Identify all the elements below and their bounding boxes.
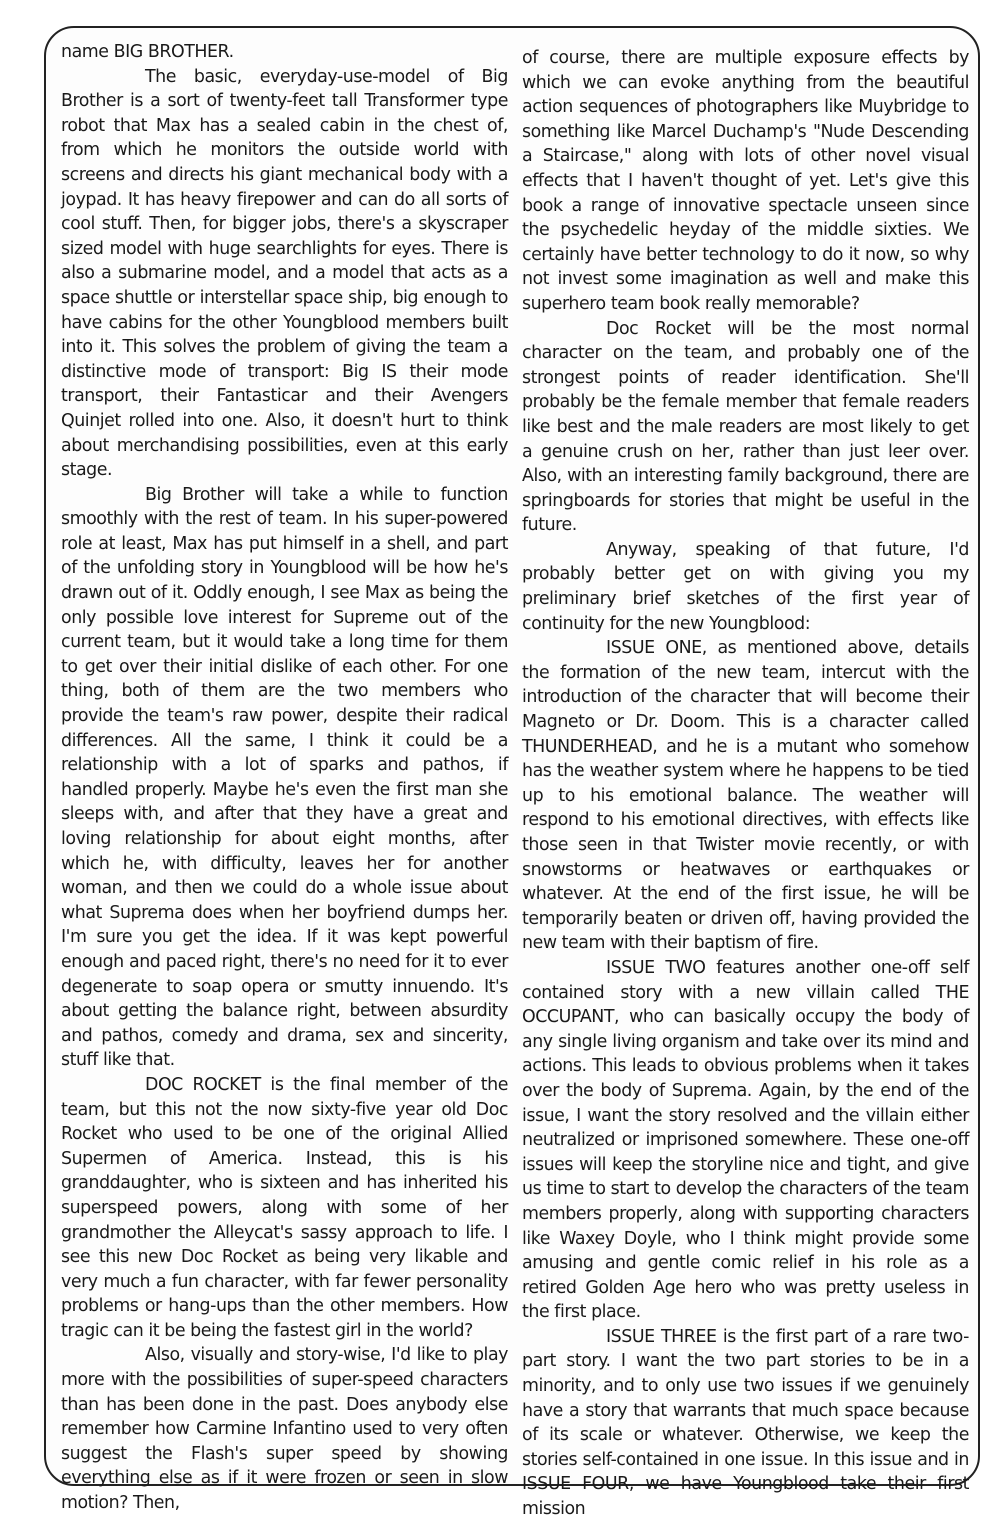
- paragraph: of course, there are multiple exposure effects by which we can evoke anything from the beautiful action sequences of photographers like Muybridge to something like Marcel Duchamp's "Nude Descending a Staircase," along with lots of other novel visual effects that I haven't thought of yet. Let's give this book a range of innovative spectacle unseen since the psychedelic heyday of the middle sixties. We certainly have better technology to do it now, so why not invest some imagination as well and make this superhero team book really memorable?: [522, 48, 969, 314]
- right-text-column: [522, 46, 969, 1522]
- paragraph: Big Brother will take a while to function smoothly with the rest of team. In his super-powered role at least, Max has put himself in a shell, and part of the unfolding story in Youngblood will be how he's drawn out of it. Oddly enough, I see Max as being the only possible love interest for Supreme out of the current team, but it would take a long time for them to get over their initial dislike of each other. For one thing, both of them are the two members who provide the team's raw power, despite their radical differences. All the same, I think it could be a relationship with a lot of sparks and pathos, if handled properly. Maybe he's even the first man she sleeps with, and after that they have a great and loving relationship for about eight months, after which he, with difficulty, leaves her for another woman, and then we could do a whole issue about what Suprema does when her boyfriend dumps her. I'm sure you get the idea. If it was kept powerful enough and paced right, there's no need for it to ever degenerate to soap opera or smutty innuendo. It's about getting the balance right, between absurdity and pathos, comedy and drama, sex and sincerity, stuff like that.: [61, 484, 508, 1071]
- paragraph: DOC ROCKET is the final member of the team, but this not the now sixty-five year old Doc Rocket who used to be one of the original Allied Supermen of America. Instead, this is his granddaughter, who is sixteen and has inherited his superspeed powers, along with some of her grandmother the Alleycat's sassy approach to life. I see this new Doc Rocket as being very likable and very much a fun character, with far fewer personality problems or hang-ups than the other members. How tragic can it be being the fastest girl in the world?: [61, 1074, 508, 1341]
- left-text-column: [61, 40, 508, 1516]
- paragraph: Anyway, speaking of that future, I'd probably better get on with giving you my preliminary brief sketches of the first year of continuity for the new Youngblood:: [522, 539, 969, 634]
- paragraph: ISSUE TWO features another one-off self contained story with a new villain called THE OCCUPANT, who can basically occupy the body of any single living organism and take over its mind and actions. This leads to obvious problems when it takes over the body of Suprema. Again, by the end of the issue, I want the story resolved and the villain either neutralized or imprisoned somewhere. These one-off issues will keep the storyline nice and tight, and give us time to start to develop the characters of the team members properly, along with supporting characters like Waxey Doyle, who I think might provide some amusing and gentle comic relief in his role as a retired Golden Age hero who was pretty useless in the first place.: [522, 957, 969, 1323]
- paragraph: name BIG BROTHER.: [61, 42, 234, 62]
- paragraph: ISSUE ONE, as mentioned above, details the formation of the new team, intercut with the introduction of the character that will become their Magneto or Dr. Doom. This is a character called THUNDERHEAD, and he is a mutant who somehow has the weather system where he happens to be tied up to his emotional balance. The weather will respond to his emotional directives, with effects like those seen in that Twister movie recently, or with snowstorms or heatwaves or earthquakes or whatever. At the end of the first issue, he will be temporarily beaten or driven off, having provided the new team with their baptism of fire.: [522, 638, 969, 954]
- paragraph: Also, visually and story-wise, I'd like to play more with the possibilities of super-speed characters than has been done in the past. Does anybody else remember how Carmine Infantino used to very often suggest the Flash's super speed by showing everything else as if it were frozen or seen in slow motion? Then,: [61, 1345, 508, 1514]
- paragraph: The basic, everyday-use-model of Big Brother is a sort of twenty-feet tall Transformer type robot that Max has a sealed cabin in the chest of, from which he monitors the outside world with screens and directs his giant mechanical body with a joypad. It has heavy firepower and can do all sorts of cool stuff. Then, for bigger jobs, there's a skyscraper sized model with huge searchlights for eyes. There is also a submarine model, and a model that acts as a space shuttle or interstellar space ship, big enough to have cabins for the other Youngblood members built into it. This solves the problem of giving the team a distinctive mode of transport: Big IS their mode transport, their Fantasticar and their Avengers Quinjet rolled into one. Also, it doesn't hurt to think about merchandising possibilities, even at this early stage.: [61, 66, 508, 481]
- paragraph: ISSUE THREE is the first part of a rare two-part story. I want the two part stories to be in a minority, and to only use two issues if we genuinely have a story that warrants that much space because of its scale or whatever. Otherwise, we keep the stories self-contained in one issue. In this issue and in ISSUE FOUR, we have Youngblood take their first mission: [522, 1326, 969, 1520]
- paragraph: Doc Rocket will be the most normal character on the team, and probably one of the strongest points of reader identification. She'll probably be the female member that female readers like best and the male readers are most likely to get a genuine crush on her, rather than just leer over. Also, with an interesting family background, there are springboards for stories that might be useful in the future.: [522, 318, 969, 536]
